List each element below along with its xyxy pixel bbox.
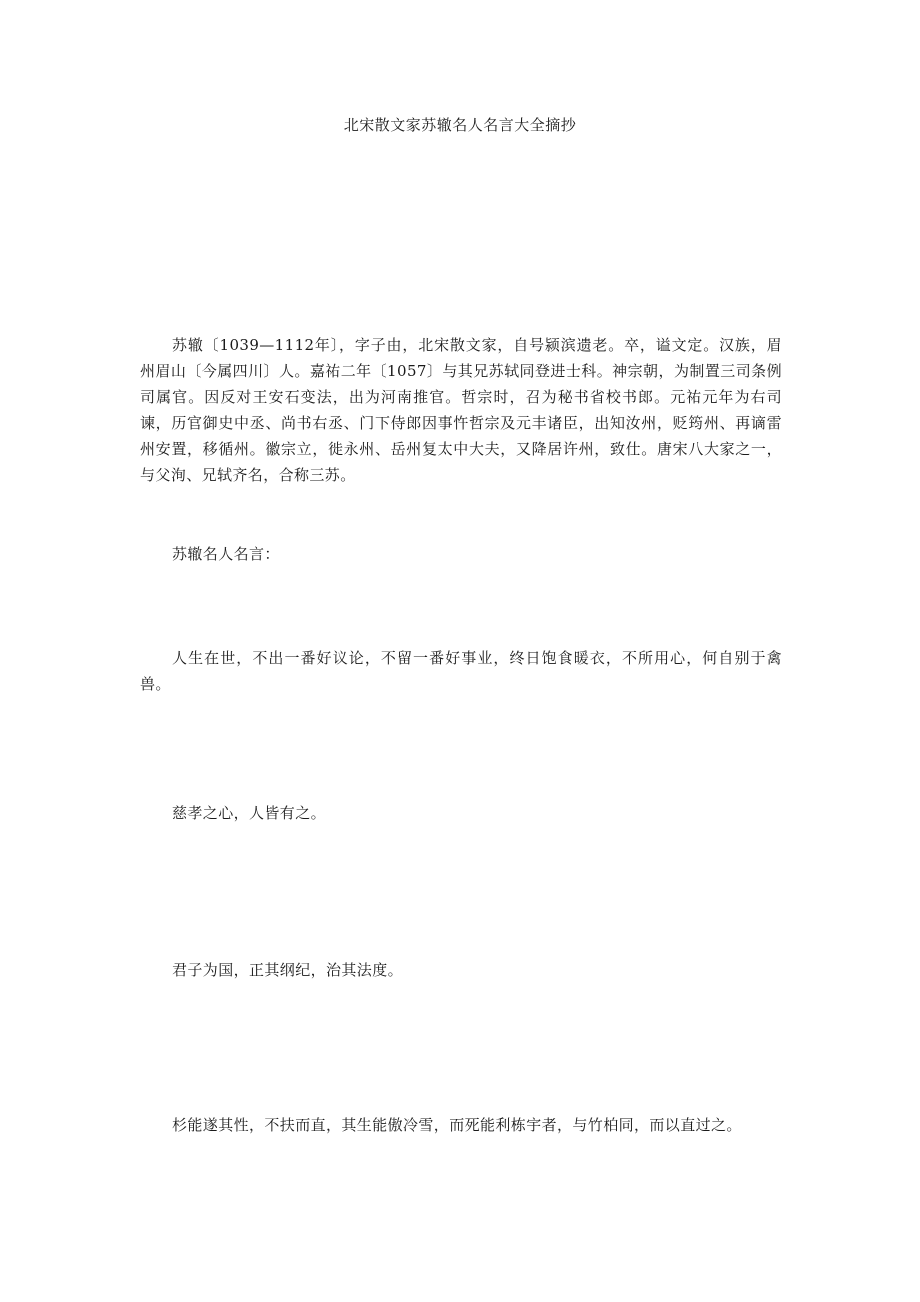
- quote-paragraph: 君子为国，正其纲纪，治其法度。: [172, 961, 404, 979]
- document-title: 北宋散文家苏辙名人名言大全摘抄: [343, 116, 577, 134]
- quote-paragraph: 杉能遂其性，不扶而直，其生能傲冷雪，而死能利栋宇者，与竹柏同，而以直过之。: [172, 1116, 742, 1134]
- quote-paragraph: 慈孝之心，人皆有之。: [172, 804, 327, 822]
- biography-paragraph: 苏辙〔1039—1112年〕，字子由，北宋散文家，自号颍滨遗老。卒，谥文定。汉族，眉州眉山〔今属四川〕人。嘉祐二年〔1057〕与其兄苏轼同登进士科。神宗朝，为制置三司条例司属官。因反对王安石变法，出为河南推官。哲宗时，召为秘书省校书郎。元祐元年为右司谏，历官御史中丞、尚书右丞、门下侍郎因事忤哲宗及元丰诸臣，出知汝州，贬筠州、再谪雷州安置，移循州。徽宗立，徙永州、岳州复太中大夫，又降居许州，致仕。唐宋八大家之一，与父洵、兄轼齐名，合称三苏。: [140, 336, 782, 484]
- quote-paragraph: 人生在世，不出一番好议论，不留一番好事业，终日饱食暖衣，不所用心，何自别于禽兽。: [140, 649, 782, 693]
- quotes-heading: 苏辙名人名言：: [172, 545, 280, 563]
